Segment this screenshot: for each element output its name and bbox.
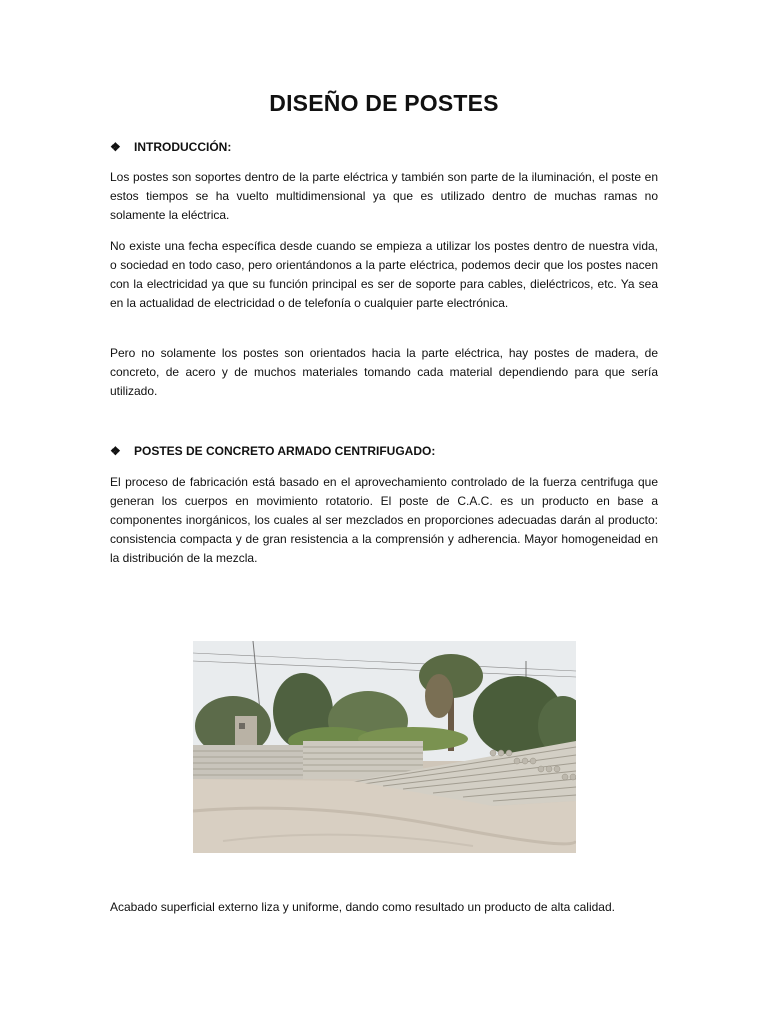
paragraph: Acabado superficial externo liza y uniforme, dando como resultado un producto de alta calidad. xyxy=(110,900,615,914)
section-heading-label: INTRODUCCIÓN: xyxy=(134,140,232,154)
bullet-icon: ❖ xyxy=(110,444,121,458)
paragraph: El proceso de fabricación está basado en el aprovechamiento controlado de la fuerza centrifuga que generan los cuerpos en movimiento rotatorio. El poste de C.A.C. es un producto en base a componentes inorgánicos, los cuales al ser mezclados en proporciones adecuadas darán al producto: consistencia compacta y de gran resistencia a la comprensión y adherencia. Mayor homogeneidad en la distribución de la mezcla. xyxy=(110,475,658,565)
section-heading-label: POSTES DE CONCRETO ARMADO CENTRIFUGADO: xyxy=(134,444,436,458)
paragraph: Pero no solamente los postes son orientados hacia la parte eléctrica, hay postes de madera, de concreto, de acero y de muchos materiales tomando cada material dependiendo para que sería utilizado. xyxy=(110,346,658,398)
section-heading-postes-concreto xyxy=(110,444,670,458)
bullet-icon: ❖ xyxy=(110,140,121,154)
paragraph: Los postes son soportes dentro de la parte eléctrica y también son parte de la iluminación, el poste en estos tiempos se ha vuelto multidimensional ya que es utilizado dentro de muchas ramas no solamente la eléctrica. xyxy=(110,170,658,222)
paragraph: No existe una fecha específica desde cuando se empieza a utilizar los postes dentro de nuestra vida, o sociedad en todo caso, pero orientándonos a la parte eléctrica, podemos decir que los postes nacen con la electricidad ya que su función principal es ser de soporte para cables, dieléctricos, etc. Ya sea en la actualidad de electricidad o de telefonía o cualquier parte electrónica. xyxy=(110,239,658,310)
concrete-poles-photo xyxy=(193,641,576,853)
section-heading-introduccion xyxy=(110,140,670,154)
page-title: DISEÑO DE POSTES xyxy=(269,90,499,116)
